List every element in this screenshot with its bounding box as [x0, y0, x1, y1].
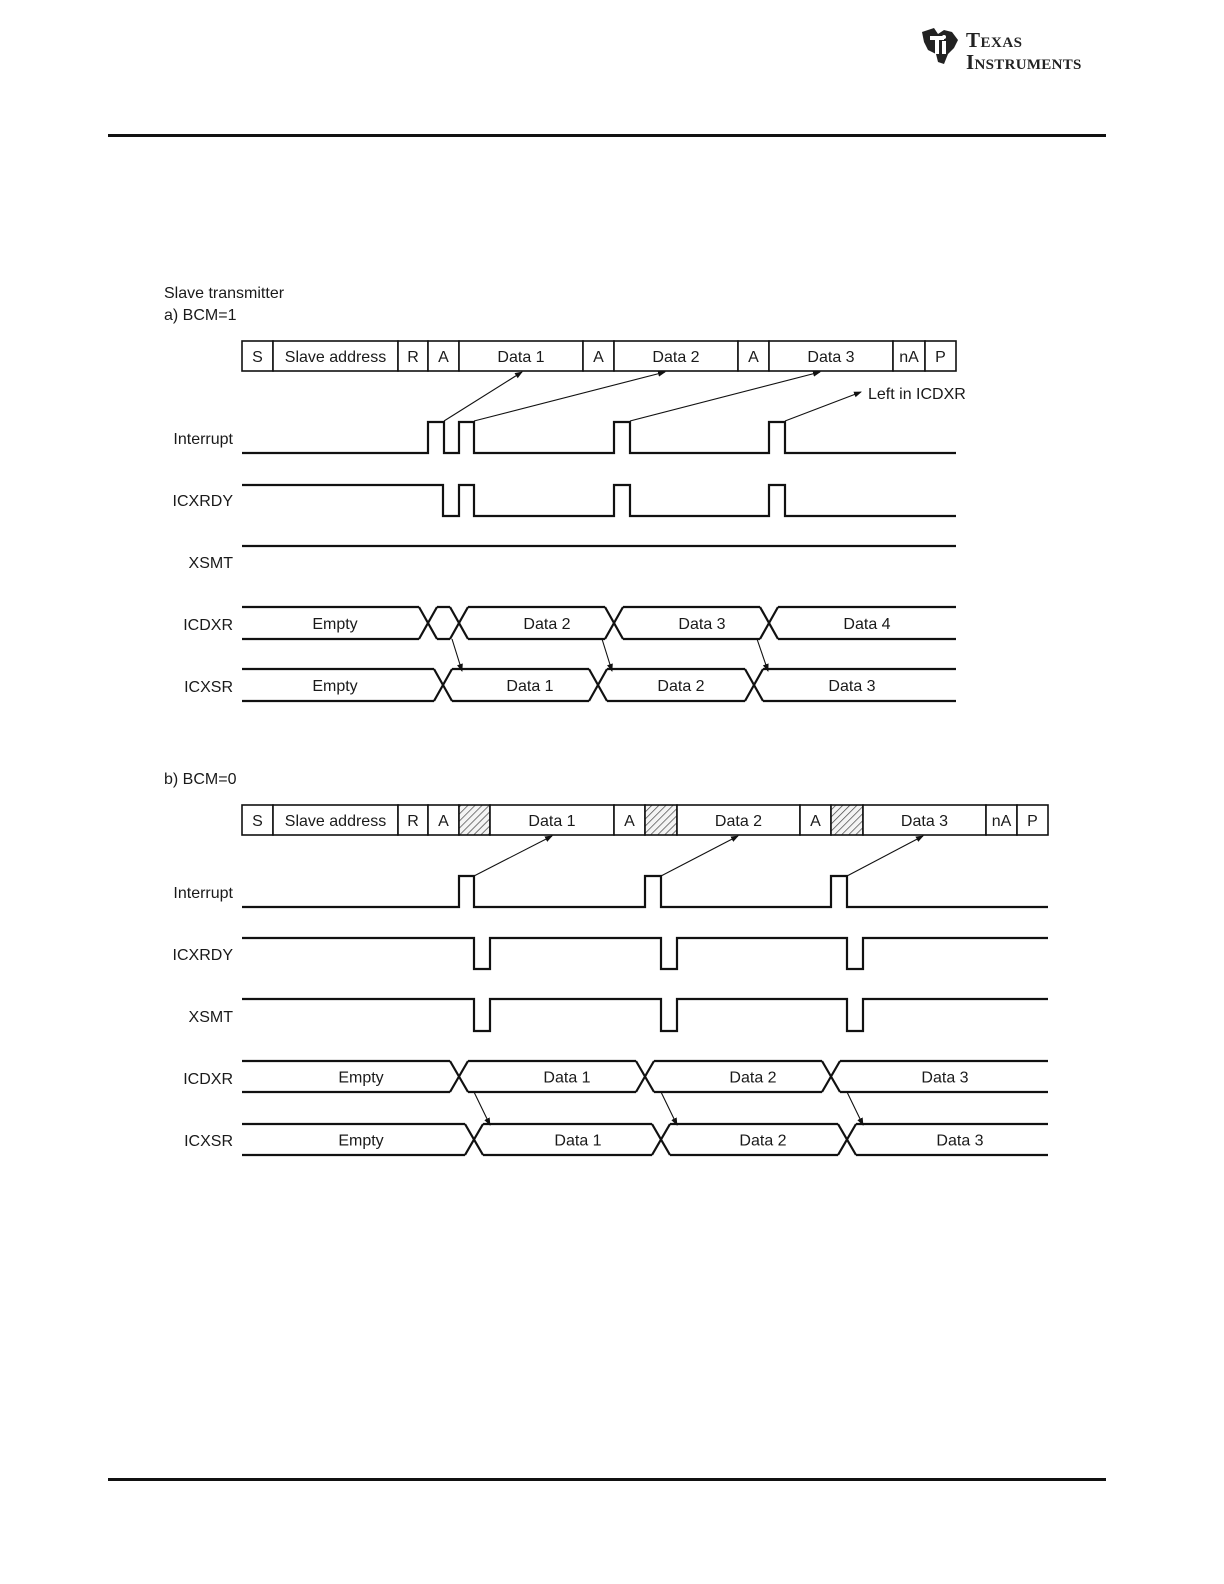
- frame-cell-label: A: [438, 813, 449, 830]
- signal-label-icxrdy: ICXRDY: [172, 947, 233, 964]
- bus-crossing: [450, 1061, 468, 1092]
- frame-cell-label: nA: [899, 349, 919, 366]
- bus-value: Data 3: [921, 1069, 969, 1087]
- bus-crossing: [636, 1061, 654, 1092]
- left-in-icdxr-note: Left in ICDXR: [868, 386, 966, 403]
- bus-crossing: [760, 607, 778, 639]
- bus-value: Empty: [312, 678, 358, 695]
- transfer-arrow: [847, 836, 923, 876]
- bus-crossing: [652, 1124, 670, 1155]
- bus-value: Empty: [338, 1069, 384, 1087]
- frame-cell-label: Data 2: [714, 813, 763, 830]
- bus-crossing: [838, 1124, 856, 1155]
- frame-cell-hatched: [645, 805, 677, 835]
- signal-label-icxsr: ICXSR: [184, 1133, 233, 1150]
- transfer-arrow: [847, 1092, 863, 1125]
- transfer-arrow: [474, 372, 665, 421]
- frame-cell-label: A: [593, 349, 604, 366]
- frame-cell-label: P: [1027, 813, 1038, 830]
- frame-cell-label: nA: [991, 813, 1012, 830]
- bus-crossing: [434, 669, 452, 701]
- frame-cell-label: Data 3: [807, 349, 855, 366]
- transfer-arrow: [785, 392, 861, 421]
- bus-value: Empty: [312, 616, 358, 633]
- transfer-arrow: [661, 1092, 677, 1125]
- figure-title: Slave transmitter: [164, 285, 285, 302]
- bus-value: Data 3: [936, 1132, 984, 1150]
- bus-value: Empty: [338, 1132, 384, 1150]
- bus-value: Data 1: [506, 678, 554, 695]
- transfer-arrow: [602, 639, 612, 671]
- signal-label-xsmt: XSMT: [188, 555, 233, 572]
- bus-crossing: [605, 607, 623, 639]
- frame-cell-label: Slave address: [284, 349, 387, 366]
- bus-crossing: [419, 607, 437, 639]
- transfer-arrow: [474, 836, 552, 876]
- bus-value: Data 2: [729, 1069, 777, 1087]
- frame-cell-label: A: [748, 349, 759, 366]
- transfer-arrow: [452, 639, 462, 671]
- signal-label-icdxr: ICDXR: [183, 617, 233, 634]
- interrupt-waveform: [242, 876, 1048, 907]
- frame-cell-label: A: [624, 813, 635, 830]
- bus-value: Data 2: [657, 678, 705, 695]
- ti-logo-wordmark: TEXAS INSTRUMENTS: [966, 28, 1082, 74]
- bus-value: Data 2: [739, 1132, 787, 1150]
- bus-rail: [437, 607, 450, 639]
- icxrdy-waveform: [242, 938, 1048, 969]
- transfer-arrow: [757, 639, 768, 671]
- transfer-arrow: [630, 372, 820, 421]
- transfer-arrow: [444, 372, 522, 421]
- signal-label-xsmt: XSMT: [188, 1009, 233, 1026]
- frame-cell-label: Data 1: [528, 813, 576, 830]
- xsmt-waveform: [242, 999, 1048, 1031]
- bus-crossing: [822, 1061, 840, 1092]
- transfer-arrow: [474, 1092, 490, 1125]
- bus-crossing: [589, 669, 607, 701]
- bus-value: Data 3: [828, 678, 876, 695]
- bus-crossing: [450, 607, 468, 639]
- frame-cell-label: Slave address: [284, 813, 387, 830]
- frame-cell-label: S: [252, 813, 263, 830]
- icxrdy-waveform: [242, 485, 956, 516]
- signal-label-interrupt: Interrupt: [173, 885, 233, 902]
- bus-crossing: [745, 669, 763, 701]
- bus-value: Data 4: [843, 616, 891, 633]
- signal-label-icdxr: ICDXR: [183, 1071, 233, 1088]
- transfer-arrow: [661, 836, 738, 876]
- frame-cell-label: Data 1: [497, 349, 545, 366]
- frame-cell-hatched: [831, 805, 863, 835]
- frame-cell-label: A: [810, 813, 821, 830]
- frame-cell-hatched: [459, 805, 490, 835]
- bus-value: Data 1: [554, 1132, 602, 1150]
- signal-label-icxsr: ICXSR: [184, 679, 233, 696]
- frame-cell-label: Data 2: [652, 349, 700, 366]
- frame-cell-label: A: [438, 349, 449, 366]
- signal-label-interrupt: Interrupt: [173, 431, 233, 448]
- interrupt-waveform: [242, 422, 956, 453]
- signal-label-icxrdy: ICXRDY: [172, 493, 233, 510]
- bus-value: Data 3: [678, 616, 726, 633]
- bus-value: Data 2: [523, 616, 571, 633]
- frame-cell-label: R: [407, 349, 419, 366]
- part-heading: b) BCM=0: [164, 771, 237, 788]
- frame-cell-label: P: [935, 349, 946, 366]
- bus-value: Data 1: [543, 1069, 591, 1087]
- frame-cell-label: S: [252, 349, 263, 366]
- frame-cell-label: Data 3: [900, 813, 949, 830]
- frame-cell-label: R: [407, 813, 419, 830]
- bus-crossing: [465, 1124, 483, 1155]
- part-heading: a) BCM=1: [164, 307, 237, 324]
